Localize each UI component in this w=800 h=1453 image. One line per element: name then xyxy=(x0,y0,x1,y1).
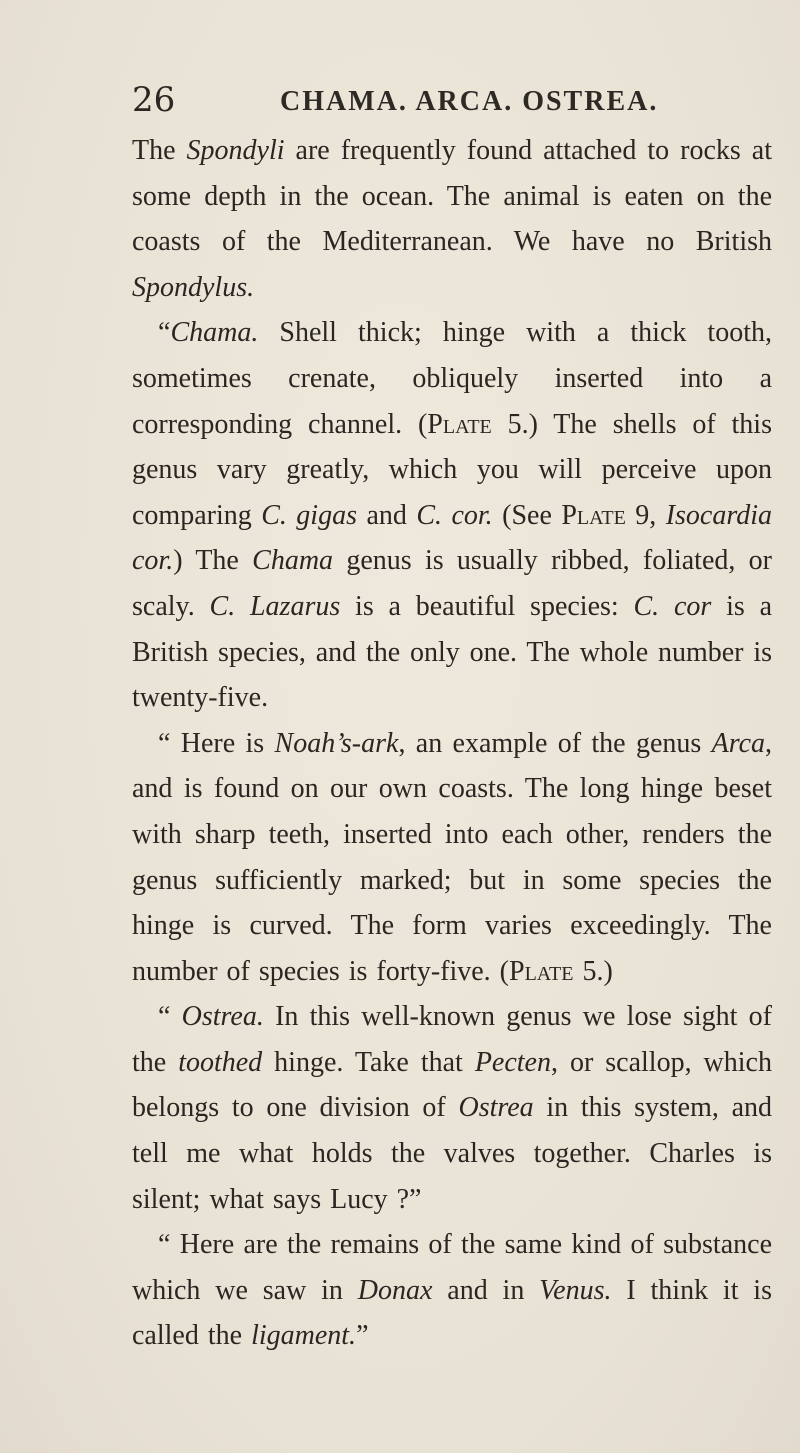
text-run: Chama xyxy=(252,545,334,577)
text-run: in this system, and tell me what holds the valves together. Charles is silent; what says Lucy ?” xyxy=(132,1092,772,1215)
text-run: Ostrea. xyxy=(181,1001,264,1033)
text-run: 5.) The shells of this genus vary greatly, which you will perceive upon comparing xyxy=(132,408,772,531)
text-run: Plate xyxy=(427,408,492,440)
text-run: Noah’s-ark xyxy=(274,727,399,759)
text-run: and in xyxy=(432,1274,540,1306)
text-run: ) The xyxy=(173,545,253,577)
text-run: The xyxy=(132,135,187,166)
text-run: Arca xyxy=(711,727,765,759)
text-run: is a British species, and the only one. The whole number is twenty-five. xyxy=(132,590,772,714)
text-run: C. gigas xyxy=(261,499,357,531)
text-run: (See xyxy=(492,499,562,531)
text-run: genus is usually ribbed, foliated, or scaly. xyxy=(132,545,772,622)
text-run: “ Here is xyxy=(158,727,275,759)
text-run: “ xyxy=(158,1001,182,1033)
text-run: and xyxy=(357,499,417,531)
text-run: C. cor. xyxy=(416,499,493,531)
page-number: 26 xyxy=(132,80,176,120)
text-run: Ostrea xyxy=(458,1092,534,1124)
text-run: “ xyxy=(158,317,171,349)
paragraph-4 xyxy=(132,994,772,1222)
text-run: Venus. xyxy=(539,1274,612,1306)
text-run: Spondylus. xyxy=(132,271,255,303)
text-run: Chama. xyxy=(170,317,259,349)
text-run: 5.) xyxy=(573,955,613,987)
text-run: ” xyxy=(356,1320,369,1352)
paragraph-2 xyxy=(132,310,772,720)
running-head-title: CHAMA. ARCA. OSTREA. xyxy=(280,86,659,117)
text-run: , and is found on our own coasts. The long hinge beset with sharp teeth, inserted into each other, renders the genus sufficiently marked; but in some species the hinge is curved. The form varies exceedingly. The number of species is forty-five. ( xyxy=(132,727,772,987)
text-run: 9, xyxy=(625,499,666,531)
text-run: Pecten xyxy=(474,1046,551,1078)
paragraph-5 xyxy=(132,1222,772,1359)
running-head xyxy=(132,76,752,124)
text-run: Plate xyxy=(509,955,574,987)
text-run: hinge. Take that xyxy=(262,1046,475,1078)
text-run: In this well-known genus we lose sight of the xyxy=(132,1001,772,1078)
text-run: “ Here are the remains of the same kind of substance which we saw in xyxy=(132,1229,772,1306)
text-run: is a beautiful species: xyxy=(340,590,634,622)
text-run: Plate xyxy=(561,499,626,531)
text-run: C. Lazarus xyxy=(209,590,341,622)
text-run: Spondyli xyxy=(186,135,285,166)
text-run: Shell thick; hinge with a thick tooth, sometimes crenate, obliquely inserted into a corresponding channel. ( xyxy=(132,317,772,440)
text-run: Donax xyxy=(357,1274,433,1306)
text-run: Isocardia cor. xyxy=(132,499,772,577)
text-run: ligament. xyxy=(251,1320,357,1352)
text-run: toothed xyxy=(178,1046,263,1078)
text-run: C. cor xyxy=(633,590,712,622)
text-run: are frequently found attached to rocks at some depth in the ocean. The animal is eaten on the coasts of the Mediterranean. We have no British xyxy=(132,135,772,258)
text-run: , or scallop, which belongs to one division of xyxy=(132,1046,772,1124)
body-text xyxy=(132,128,772,1359)
text-run: , an example of the genus xyxy=(398,727,712,759)
text-run: I think it is called the xyxy=(132,1274,772,1352)
paragraph-3 xyxy=(132,721,772,995)
paragraph-1 xyxy=(132,128,772,310)
